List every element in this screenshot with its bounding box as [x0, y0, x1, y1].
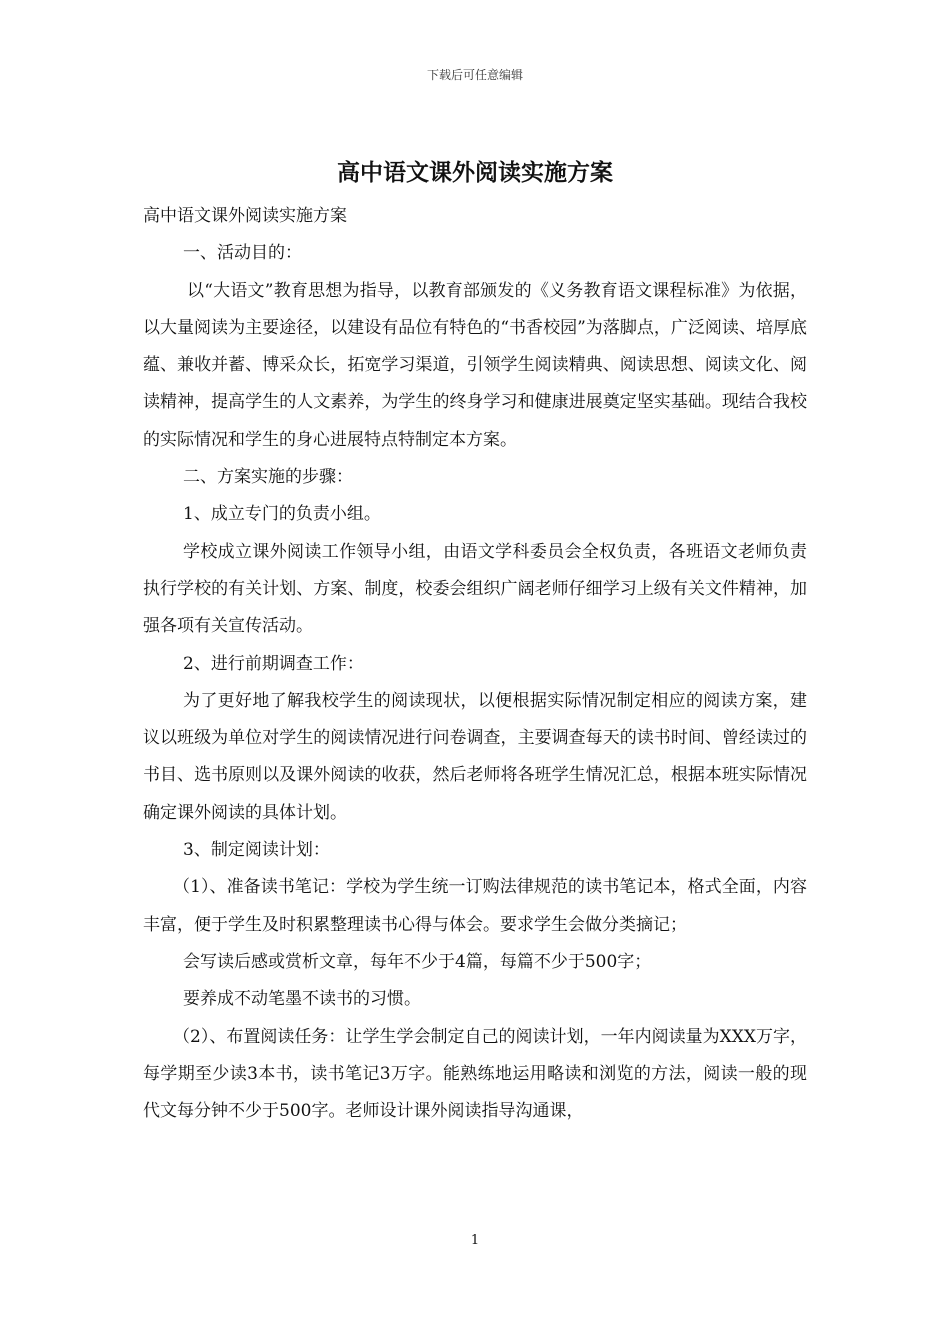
step-heading-2: 2、进行前期调查工作： — [183, 653, 364, 674]
body-paragraph: （1）、准备读书笔记：学校为学生统一订购法律规范的读书笔记本，格式全面，内容丰富，便于学生及时积累整理读书心得与体会。要求学生会做分类摘记； — [143, 877, 807, 935]
section-heading-2: 二、方案实施的步骤： — [183, 467, 353, 488]
document-title: 高中语文课外阅读实施方案 — [337, 159, 613, 186]
step-heading-1: 1、成立专门的负责小组。 — [183, 504, 381, 525]
section-heading-1: 一、活动目的： — [183, 243, 302, 264]
body-paragraph: 学校成立课外阅读工作领导小组，由语文学科委员会全权负责，各班语文老师负责执行学校的有关计划、方案、制度，校委会组织广阔老师仔细学习上级有关文件精神，加强各项有关宣传活动。 — [143, 541, 807, 637]
body-paragraph: 要养成不动笔墨不读书的习惯。 — [183, 989, 421, 1010]
body-paragraph: （2）、布置阅读任务：让学生学会制定自己的阅读计划，一年内阅读量为XXX万字，每学期至少读3本书，读书笔记3万字。能熟练地运用略读和浏览的方法，阅读一般的现代文每分钟不少于500字。老师设计课外阅读指导沟通课， — [143, 1026, 807, 1122]
page-header-note: 下载后可任意编辑 — [426, 68, 523, 82]
body-paragraph: 为了更好地了解我校学生的阅读现状，以便根据实际情况制定相应的阅读方案，建议以班级为单位对学生的阅读情况进行问卷调查，主要调查每天的读书时间、曾经读过的书目、选书原则以及课外阅读的收获，然后老师将各班学生情况汇总，根据本班实际情况确定课外阅读的具体计划。 — [143, 690, 807, 823]
body-paragraph: 会写读后感或赏析文章，每年不少于4篇，每篇不少于500字； — [183, 951, 652, 972]
document-body — [143, 198, 807, 1130]
step-heading-3: 3、制定阅读计划： — [183, 840, 330, 861]
body-paragraph: 以“大语文”教育思想为指导，以教育部颁发的《义务教育语文课程标准》为依据，以大量阅读为主要途径，以建设有品位有特色的“书香校园”为落脚点，广泛阅读、培厚底蕴、兼收并蓄、博采众长，拓宽学习渠道，引领学生阅读精典、阅读思想、阅读文化、阅读精神，提高学生的人文素养，为学生的终身学习和健康进展奠定坚实基础。现结合我校的实际情况和学生的身心进展特点特制定本方案。 — [143, 280, 807, 450]
subtitle-paragraph: 高中语文课外阅读实施方案 — [143, 206, 347, 226]
page-number: 1 — [470, 1233, 480, 1248]
